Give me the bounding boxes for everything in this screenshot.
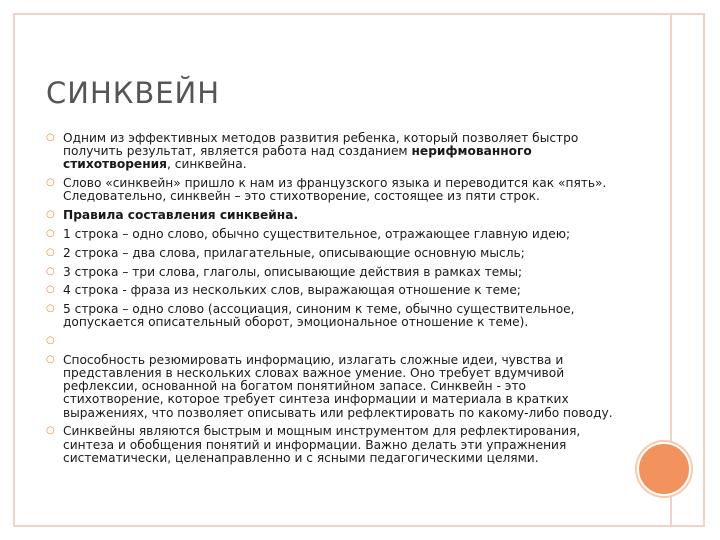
item-text: 1 строка – одно слово, обычно существительное, отражающее главную идею; [63,227,571,241]
item-text: 5 строка – одно слово (ассоциация, синоним к теме, обычно существительное, допускается описательный оборот, эмоциональное отношение к теме). [63,302,575,330]
item-text: Одним из эффективных методов развития ребенка, который позволяет быстро получить результат, является работа над созданием [63,131,579,159]
item-text-bold: нерифмованного стихотворения [63,144,532,172]
circle-bullet-icon: ○ [46,284,55,296]
bullet-list [46,132,624,471]
list-item [46,284,624,297]
list-item [46,335,624,348]
decorative-circle [637,442,691,496]
item-text: Синквейны являются быстрым и мощным инструментом для рефлектирования, синтеза и обобщения понятий и информации. Важно делать эти упражнения систематически, целенаправленно и с ясными педагогическими целями. [63,424,581,465]
list-item [46,247,624,260]
circle-bullet-icon: ○ [46,353,55,365]
list-item [46,425,624,465]
circle-bullet-icon: ○ [46,246,55,258]
circle-bullet-icon: ○ [46,132,55,143]
list-item [46,354,624,420]
item-text: Слово «синквейн» пришло к нам из французского языка и переводится как «пять». Следовательно, синквейн – это стихотворение, состоящее из пяти строк. [63,176,607,204]
item-text: 4 строка - фраза из нескольких слов, выражающая отношение к теме; [63,283,521,298]
slide-title: СИНКВЕЙН [46,76,221,110]
list-item [46,266,624,279]
circle-bullet-icon: ○ [46,335,55,347]
circle-bullet-icon: ○ [46,209,55,221]
list-item [46,303,624,329]
item-text: 2 строка – два слова, прилагательные, описывающие основную мысль; [63,245,525,260]
circle-bullet-icon: ○ [46,303,55,315]
circle-bullet-icon: ○ [46,228,55,239]
circle-bullet-icon: ○ [46,177,55,189]
item-text-tail: , синквейна. [167,157,247,172]
item-text: 3 строка – три слова, глаголы, описывающие действия в рамках темы; [63,264,523,279]
item-text-bold: Правила составления синквейна. [63,208,299,223]
list-item [46,132,624,172]
list-item [46,209,624,222]
item-text: Способность резюмировать информацию, излагать сложные идеи, чувства и представления в нескольких словах важное умение. Оно требует вдумчивой рефлексии, основанной на богатом понятийном запасе. Синквейн - это стихотворение, которое требует синтеза информации и материала в кратких выражениях, что позволяет описывать или рефлектировать по какому-либо поводу. [63,352,613,420]
circle-bullet-icon: ○ [46,425,55,437]
list-item [46,177,624,203]
circle-bullet-icon: ○ [46,265,55,277]
list-item [46,228,624,241]
